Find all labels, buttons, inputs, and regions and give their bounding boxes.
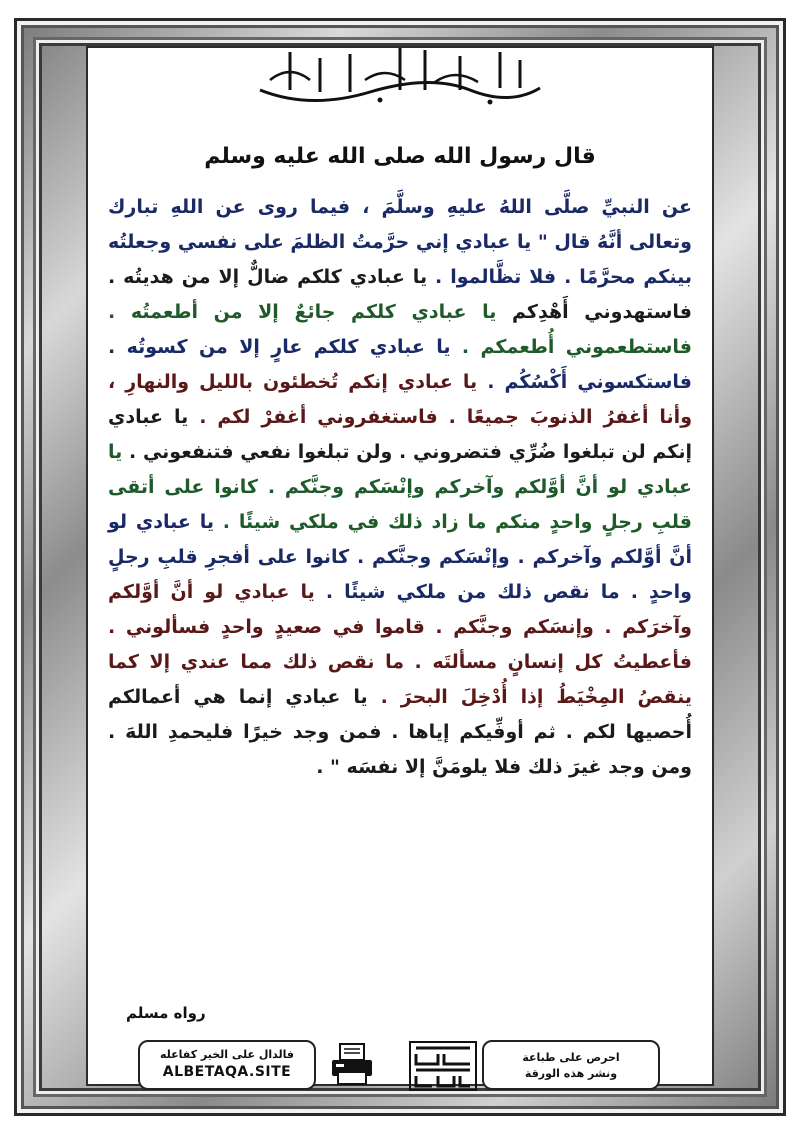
hadith-paragraph: يا عبادي كلكم ضالٌّ إلا من هديتُه . فاستهدوني أَهْدِكم	[108, 266, 692, 323]
page-title: قال رسول الله صلى الله عليه وسلم	[204, 144, 596, 169]
hadith-paragraph: يا عبادي إنكم لن تبلغوا ضُرِّي فتضروني . ولن تبلغوا نفعي فتنفعوني .	[108, 406, 692, 463]
footer-site-box[interactable]	[138, 1040, 316, 1090]
footer-print-line: احرص على طباعة	[522, 1051, 620, 1064]
hadith-paragraph: يا عبادي كلكم جائعٌ إلا من أطعمتُه . فاستطعموني أُطعمكم .	[108, 301, 692, 358]
basmala-calligraphy	[250, 40, 550, 112]
narrator-attribution: رواه مسلم	[126, 1004, 206, 1022]
footer-print-line: ونشر هذه الورقة	[524, 1067, 618, 1080]
footer-bar	[138, 1040, 662, 1096]
hadith-paragraph: يا عبادي لو أنَّ أوَّلكم وآخركم وإنْسَكم وجنَّكم . كانوا على أتقى قلبِ رجلٍ واحدٍ منكم ما زاد ذلك في ملكي شيئًا .	[108, 441, 692, 533]
footer-motto: فالدال على الخير كفاعله	[159, 1048, 295, 1061]
printer-icon	[328, 1042, 376, 1088]
hadith-paragraph: يا عبادي كلكم عارٍ إلا من كسوتُه . فاستكسوني أَكْسُكُم .	[108, 336, 692, 393]
footer-print-box	[482, 1040, 660, 1090]
hadith-paragraph: يا عبادي إنما هي أعمالكم أُحصيها لكم . ثم أوفِّيكم إياها . فمن وجد خيرًا فليحمدِ اللهَ . ومن وجد غيرَ ذلك فلا يلومَنَّ إلا نفسَه " .	[108, 686, 692, 778]
site-link[interactable]: ALBETAQA.SITE	[162, 1064, 292, 1080]
hadith-paragraph: عن النبيِّ صلَّى اللهُ عليهِ وسلَّمَ ، فيما روى عن اللهِ تبارك وتعالى أنَّهُ قال " يا عبادي إني حرَّمتُ الظلمَ على نفسي وجعلتُه بينكم محرَّمًا . فلا تظَّالموا .	[107, 196, 692, 288]
hadith-paragraph: يا عبادي لو أنَّ أوَّلكم وآخركم . وإنْسَكم وجنَّكم . كانوا على أفجرِ قلبِ رجلٍ واحدٍ . ما نقص ذلك من ملكي شيئًا .	[108, 511, 692, 603]
hadith-paragraph: يا عبادي إنكم تُخطئون بالليل والنهارِ ، وأنا أغفرُ الذنوبَ جميعًا . فاستغفروني أغفرْ لكم .	[108, 371, 692, 428]
hadith-paragraph: يا عبادي لو أنَّ أوَّلكم وآخرَكم . وإنسَكم وجنَّكم . قاموا في صعيدٍ واحدٍ فسألوني . فأعطيتُ كل إنسانٍ مسألتَه . ما نقص ذلك مما عندي إلا كما ينقصُ المِخْيَطُ إذا أُدْخِلَ البحرَ .	[108, 581, 693, 708]
footer-print-note	[484, 1050, 658, 1082]
hadith-text	[108, 190, 692, 785]
basmala-calligraphy-image	[250, 40, 550, 112]
dawa-warqa-logo	[408, 1040, 478, 1092]
